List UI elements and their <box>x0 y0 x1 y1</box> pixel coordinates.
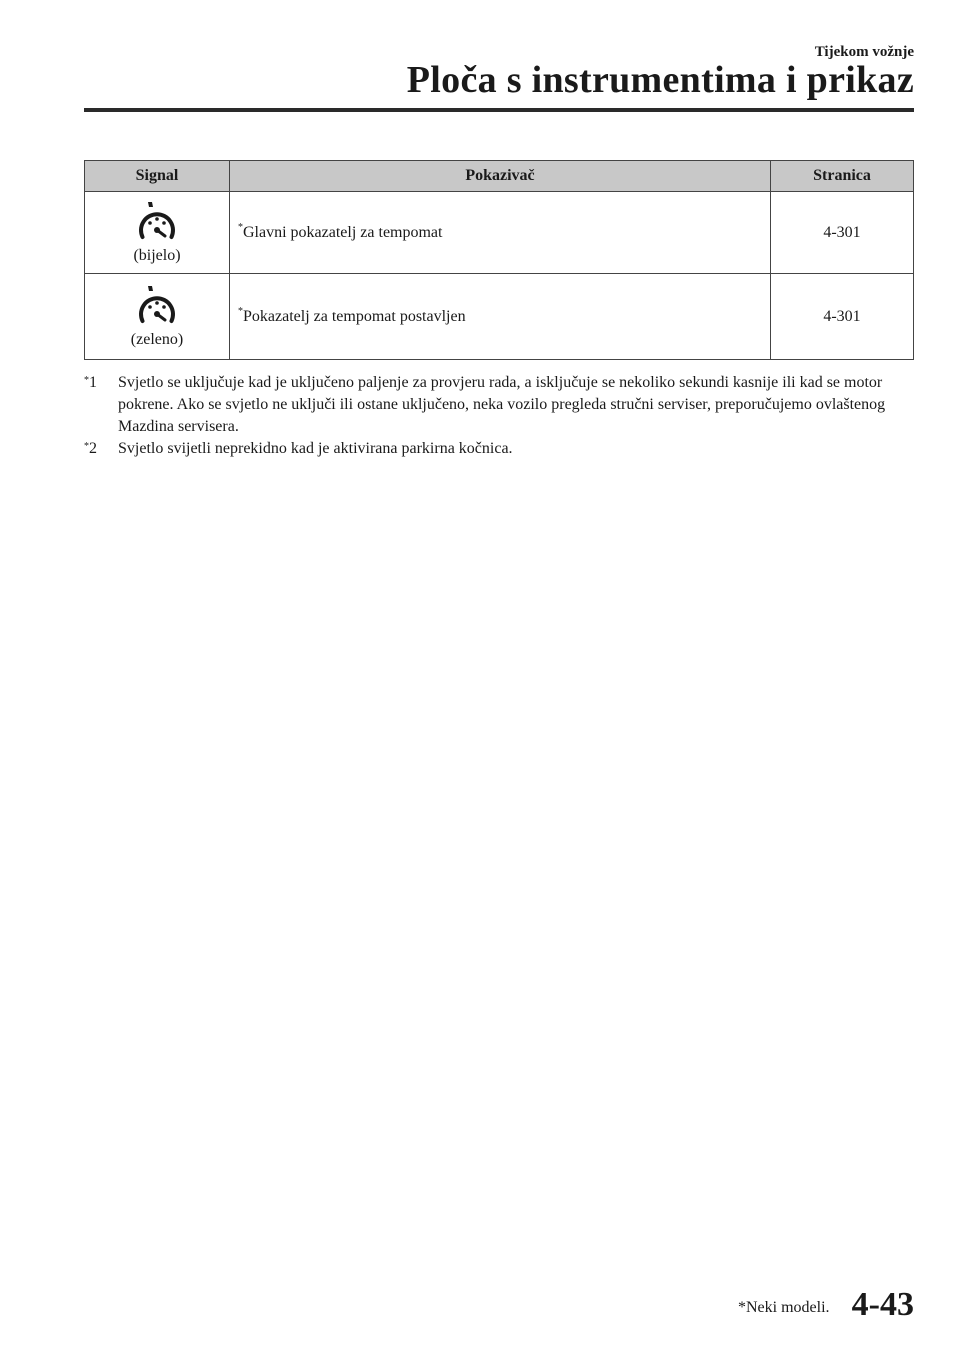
signal-table <box>84 160 914 360</box>
table-row <box>85 192 914 274</box>
column-header-page: Stranica <box>771 161 914 192</box>
footnote <box>84 372 914 438</box>
indicator-name: Pokazatelj za tempomat postavljen <box>243 307 466 325</box>
page-reference: 4-301 <box>771 192 914 274</box>
indicator-cell <box>230 274 771 360</box>
page-reference: 4-301 <box>771 274 914 360</box>
table-row <box>85 274 914 360</box>
column-header-indicator: Pokazivač <box>230 161 771 192</box>
signal-color-label: (bijelo) <box>133 246 181 264</box>
signal-color-label: (zeleno) <box>130 330 184 348</box>
page-title: Ploča s instrumentima i prikaz <box>406 59 914 101</box>
footnote-text: Svjetlo se uključuje kad je uključeno paljenje za provjeru rada, a isključuje se nekoliko sekundi kasnije ili kad se motor pokrene. Ako se svjetlo ne uključi ili ostane uključeno, neka vozilo pregleda stručni serviser, preporučujemo ovlaštenog Mazdina servisera. <box>118 374 886 435</box>
footnote-number: *1 <box>84 374 97 391</box>
signal-cell <box>85 192 230 274</box>
footnote-marker: * <box>238 305 243 317</box>
indicator-cell <box>230 192 771 274</box>
cruise-control-icon <box>135 283 179 329</box>
models-note: *Neki modeli. <box>738 1299 830 1316</box>
cruise-control-icon <box>135 199 179 245</box>
indicator-name: Glavni pokazatelj za tempomat <box>243 223 443 241</box>
footnote-number: *2 <box>84 440 97 457</box>
footnote-text: Svjetlo svijetli neprekidno kad je aktivirana parkirna kočnica. <box>118 440 513 457</box>
signal-cell <box>85 274 230 360</box>
footnote-marker: * <box>238 221 243 233</box>
section-heading: Tijekom vožnje <box>814 44 914 60</box>
table-header-row <box>85 161 914 192</box>
header-divider <box>84 108 914 112</box>
column-header-signal: Signal <box>85 161 230 192</box>
footnotes <box>84 372 914 460</box>
footnote <box>84 438 914 460</box>
page-number: 4-43 <box>851 1286 914 1323</box>
